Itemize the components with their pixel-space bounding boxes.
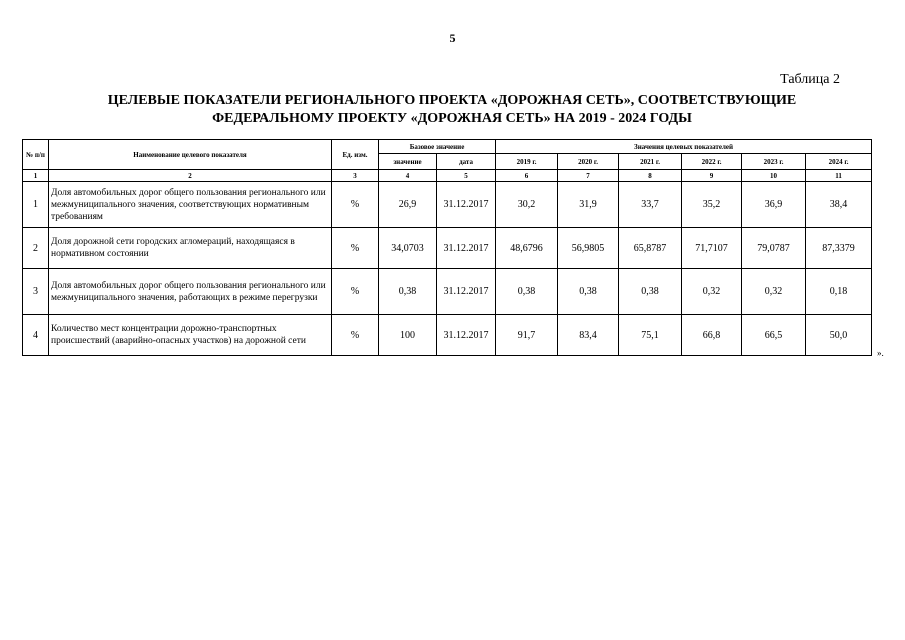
column-index: 3 (332, 170, 379, 182)
row-base-date: 31.12.2017 (437, 315, 496, 356)
row-value: 36,9 (742, 182, 806, 228)
column-index-row (23, 170, 872, 182)
column-index: 11 (806, 170, 872, 182)
row-unit: % (332, 228, 379, 269)
header-row-1 (23, 140, 872, 154)
table-row (23, 228, 872, 269)
row-base-value: 26,9 (379, 182, 437, 228)
row-value: 0,38 (496, 269, 558, 315)
table-title-line-2: ФЕДЕРАЛЬНОМУ ПРОЕКТУ «ДОРОЖНАЯ СЕТЬ» НА 2019 - 2024 ГОДЫ (212, 111, 692, 126)
column-index: 9 (682, 170, 742, 182)
row-value: 33,7 (619, 182, 682, 228)
column-index: 1 (23, 170, 49, 182)
row-value: 75,1 (619, 315, 682, 356)
row-value: 50,0 (806, 315, 872, 356)
row-value: 38,4 (806, 182, 872, 228)
row-value: 30,2 (496, 182, 558, 228)
header-targets-group: Значения целевых показателей (496, 140, 872, 154)
column-index: 6 (496, 170, 558, 182)
header-year: 2019 г. (496, 154, 558, 170)
header-base-date: дата (437, 154, 496, 170)
row-name: Доля дорожной сети городских агломераций, находящаяся в нормативном состоянии (49, 228, 332, 269)
row-value: 71,7107 (682, 228, 742, 269)
page-number: 5 (449, 31, 456, 45)
table-label: Таблица 2 (780, 72, 840, 87)
header-year: 2023 г. (742, 154, 806, 170)
row-base-date: 31.12.2017 (437, 228, 496, 269)
column-index: 10 (742, 170, 806, 182)
row-value: 0,18 (806, 269, 872, 315)
row-base-value: 100 (379, 315, 437, 356)
row-value: 0,38 (558, 269, 619, 315)
row-name: Доля автомобильных дорог общего пользования регионального или межмуниципального значения, соответствующих нормативным требованиям (49, 182, 332, 228)
table-title-line-1: ЦЕЛЕВЫЕ ПОКАЗАТЕЛИ РЕГИОНАЛЬНОГО ПРОЕКТА «ДОРОЖНАЯ СЕТЬ», СООТВЕТСТВУЮЩИЕ (107, 93, 797, 108)
header-year: 2024 г. (806, 154, 872, 170)
row-value: 56,9805 (558, 228, 619, 269)
row-unit: % (332, 269, 379, 315)
row-value: 91,7 (496, 315, 558, 356)
target-indicators-table (22, 139, 872, 356)
header-year: 2021 г. (619, 154, 682, 170)
row-num: 4 (23, 315, 49, 356)
row-value: 79,0787 (742, 228, 806, 269)
column-index: 4 (379, 170, 437, 182)
row-base-value: 34,0703 (379, 228, 437, 269)
row-base-date: 31.12.2017 (437, 269, 496, 315)
row-value: 83,4 (558, 315, 619, 356)
row-value: 31,9 (558, 182, 619, 228)
row-value: 66,5 (742, 315, 806, 356)
row-base-value: 0,38 (379, 269, 437, 315)
column-index: 7 (558, 170, 619, 182)
header-unit: Ед. изм. (332, 140, 379, 170)
column-index: 2 (49, 170, 332, 182)
column-index: 5 (437, 170, 496, 182)
row-value: 66,8 (682, 315, 742, 356)
row-value: 0,38 (619, 269, 682, 315)
column-index: 8 (619, 170, 682, 182)
row-value: 35,2 (682, 182, 742, 228)
row-unit: % (332, 315, 379, 356)
table-row (23, 269, 872, 315)
row-value: 48,6796 (496, 228, 558, 269)
closing-quote-mark: ». (877, 348, 884, 358)
row-base-date: 31.12.2017 (437, 182, 496, 228)
header-year: 2020 г. (558, 154, 619, 170)
table-title (22, 92, 882, 128)
row-num: 2 (23, 228, 49, 269)
table-row (23, 315, 872, 356)
row-name: Доля автомобильных дорог общего пользования регионального или межмуниципального значения, работающих в режиме перегрузки (49, 269, 332, 315)
row-num: 3 (23, 269, 49, 315)
header-num: № п/п (23, 140, 49, 170)
row-value: 0,32 (682, 269, 742, 315)
header-base-value: значение (379, 154, 437, 170)
row-value: 87,3379 (806, 228, 872, 269)
row-unit: % (332, 182, 379, 228)
row-value: 65,8787 (619, 228, 682, 269)
table-row (23, 182, 872, 228)
header-year: 2022 г. (682, 154, 742, 170)
header-name: Наименование целевого показателя (49, 140, 332, 170)
row-value: 0,32 (742, 269, 806, 315)
row-name: Количество мест концентрации дорожно-транспортных происшествий (аварийно-опасных участков) на дорожной сети (49, 315, 332, 356)
row-num: 1 (23, 182, 49, 228)
header-base-group: Базовое значение (379, 140, 496, 154)
